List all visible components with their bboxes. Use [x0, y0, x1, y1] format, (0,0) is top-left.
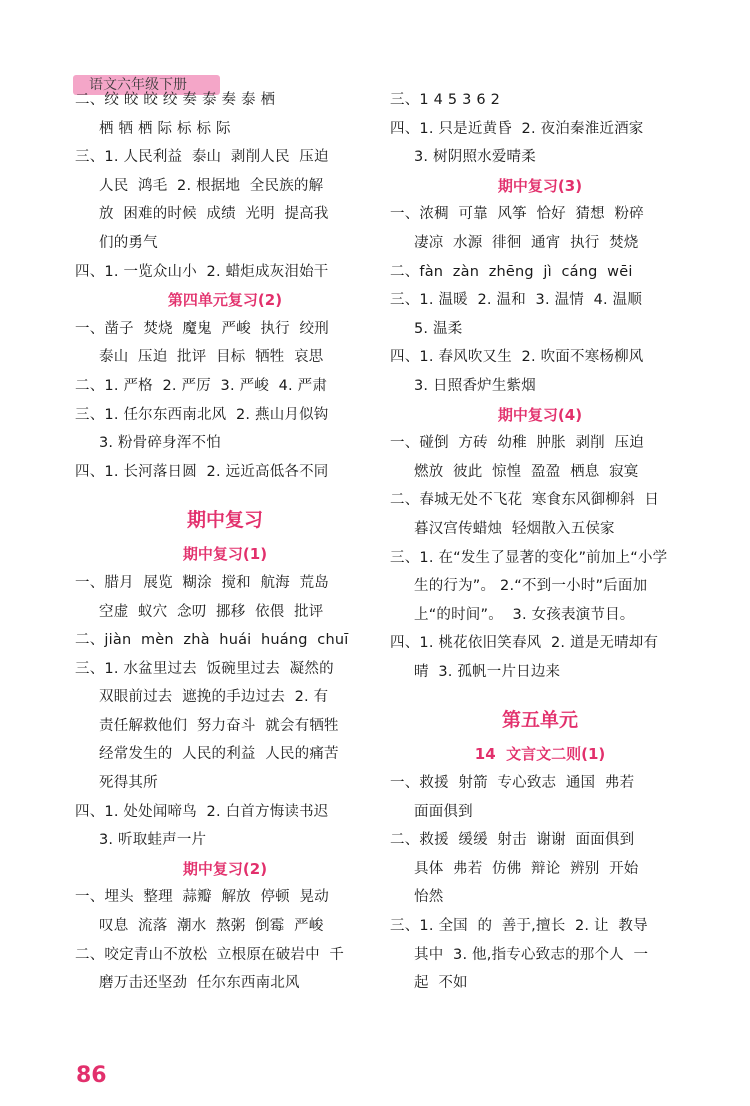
answer-line: 燃放 彼此 惊惶 盈盈 栖息 寂寞 [414, 463, 639, 480]
answer-line: 四、1. 一览众山小 2. 蜡炬成灰泪始干 [75, 263, 329, 280]
answer-line: 起 不如 [414, 975, 468, 992]
chapter-heading: 期中复习 [186, 509, 263, 532]
answer-line: 生的行为”。 2.“不到一小时”后面加 [414, 578, 648, 595]
answer-line: 3. 树阴照水爱晴柔 [414, 149, 536, 166]
section-heading: 期中复习(1) [182, 545, 268, 564]
answer-line: 二、绞 皎 皎 绞 奏 泰 奏 泰 栖 [75, 92, 276, 108]
answer-line: 栖 牺 栖 际 标 标 际 [99, 120, 231, 137]
answer-line: 放 困难的时候 成绩 光明 提高我 [99, 206, 329, 223]
answer-line: 凄凉 水源 徘徊 通宵 执行 焚烧 [414, 234, 639, 251]
answer-line: 责任解救他们 努力奋斗 就会有牺牲 [99, 717, 339, 734]
answer-line: 泰山 压迫 批评 目标 牺牲 哀思 [99, 349, 324, 366]
answer-line: 一、腊月 展览 糊涂 搅和 航海 荒岛 [75, 574, 329, 591]
answer-line: 四、1. 长河落日圆 2. 远近高低各不同 [75, 463, 329, 480]
section-heading: 期中复习(3) [497, 176, 583, 195]
answer-line: 四、1. 只是近黄昏 2. 夜泊秦淮近酒家 [390, 120, 644, 137]
answer-line: 四、1. 桃花依旧笑春风 2. 道是无晴却有 [390, 635, 659, 652]
chapter-heading: 第五单元 [501, 709, 578, 732]
answer-line: 四、1. 处处闻啼鸟 2. 白首方悔读书迟 [75, 803, 329, 820]
answer-line: 一、救援 射箭 专心致志 通国 弗若 [390, 775, 635, 792]
spacer [390, 686, 690, 700]
answer-line: 三、1. 水盆里过去 饭碗里过去 凝然的 [75, 660, 334, 677]
left-column [75, 86, 375, 998]
answer-line: 双眼前过去 遮挽的手边过去 2. 有 [99, 689, 329, 706]
section-heading: 14 文言文二则(1) [474, 745, 606, 764]
answer-line: 面面俱到 [414, 803, 473, 820]
answer-line: 其中 3. 他,指专心致志的那个人 一 [414, 946, 649, 963]
answer-line: 二、1. 严格 2. 严厉 3. 严峻 4. 严肃 [75, 377, 328, 394]
answer-line: 三、1. 任尔东西南北风 2. 燕山月似钩 [75, 406, 329, 423]
header-tag-label: 语文六年级下册 [89, 77, 187, 93]
answer-line: 3. 粉骨碎身浑不怕 [99, 435, 221, 452]
answer-line: 一、碰倒 方砖 幼稚 肿胀 剥削 压迫 [390, 435, 644, 452]
answer-line: 二、春城无处不飞花 寒食东风御柳斜 日 [390, 492, 660, 509]
answer-line: 空虚 蚁穴 念叨 挪移 依偎 批评 [99, 603, 324, 620]
answer-line: 叹息 流落 潮水 熬粥 倒霉 严峻 [99, 918, 324, 935]
answer-line: 经常发生的 人民的利益 人民的痛苦 [99, 746, 339, 763]
answer-line: 怡然 [414, 889, 444, 906]
answer-line: 四、1. 春风吹又生 2. 吹面不寒杨柳风 [390, 349, 644, 366]
answer-line: 5. 温柔 [414, 320, 463, 337]
section-heading: 期中复习(2) [182, 859, 268, 878]
answer-line: 磨万击还坚劲 任尔东西南北风 [99, 975, 300, 992]
answer-line: 晴 3. 孤帆一片日边来 [414, 663, 561, 680]
answer-line: 三、1. 人民利益 泰山 剥削人民 压迫 [75, 149, 329, 166]
answer-line: 三、1. 全国 的 善于,擅长 2. 让 教导 [390, 918, 648, 935]
right-column [390, 86, 690, 998]
answer-line: 一、浓稠 可靠 风筝 恰好 猜想 粉碎 [390, 206, 644, 223]
answer-line: 一、凿子 焚烧 魔鬼 严峻 执行 绞刑 [75, 320, 329, 337]
answer-line: 暮汉宫传蜡烛 轻烟散入五侯家 [414, 520, 615, 537]
answer-line: 三、1. 温暖 2. 温和 3. 温情 4. 温顺 [390, 292, 643, 309]
page-number: 86 [76, 1063, 107, 1088]
answer-line: 上“的时间”。 3. 女孩表演节目。 [414, 606, 635, 623]
answer-line: 一、埋头 整理 蒜瓣 解放 停顿 晃动 [75, 889, 329, 906]
answer-line: 二、咬定青山不放松 立根原在破岩中 千 [75, 946, 345, 963]
answer-line: 3. 听取蛙声一片 [99, 832, 207, 849]
answer-line: 3. 日照香炉生紫烟 [414, 377, 536, 394]
answer-line: 人民 鸿毛 2. 根据地 全民族的解 [99, 177, 324, 194]
answer-line: 三、1. 在“发生了显著的变化”前加上“小学 [390, 549, 668, 566]
answer-line: 们的勇气 [99, 234, 158, 251]
answer-line: 二、jiàn mèn zhà huái huáng chuī [75, 632, 349, 649]
answer-line: 二、fàn zàn zhēng jì cáng wēi [390, 263, 633, 280]
spacer [75, 486, 375, 500]
section-heading: 第四单元复习(2) [167, 291, 283, 310]
answer-line: 二、救援 缓缓 射击 谢谢 面面俱到 [390, 832, 635, 849]
section-heading: 期中复习(4) [497, 405, 583, 424]
answer-line: 死得其所 [99, 775, 158, 792]
answer-line: 具体 弗若 仿佛 辩论 辨别 开始 [414, 860, 639, 877]
answer-line: 三、1 4 5 3 6 2 [390, 92, 500, 108]
